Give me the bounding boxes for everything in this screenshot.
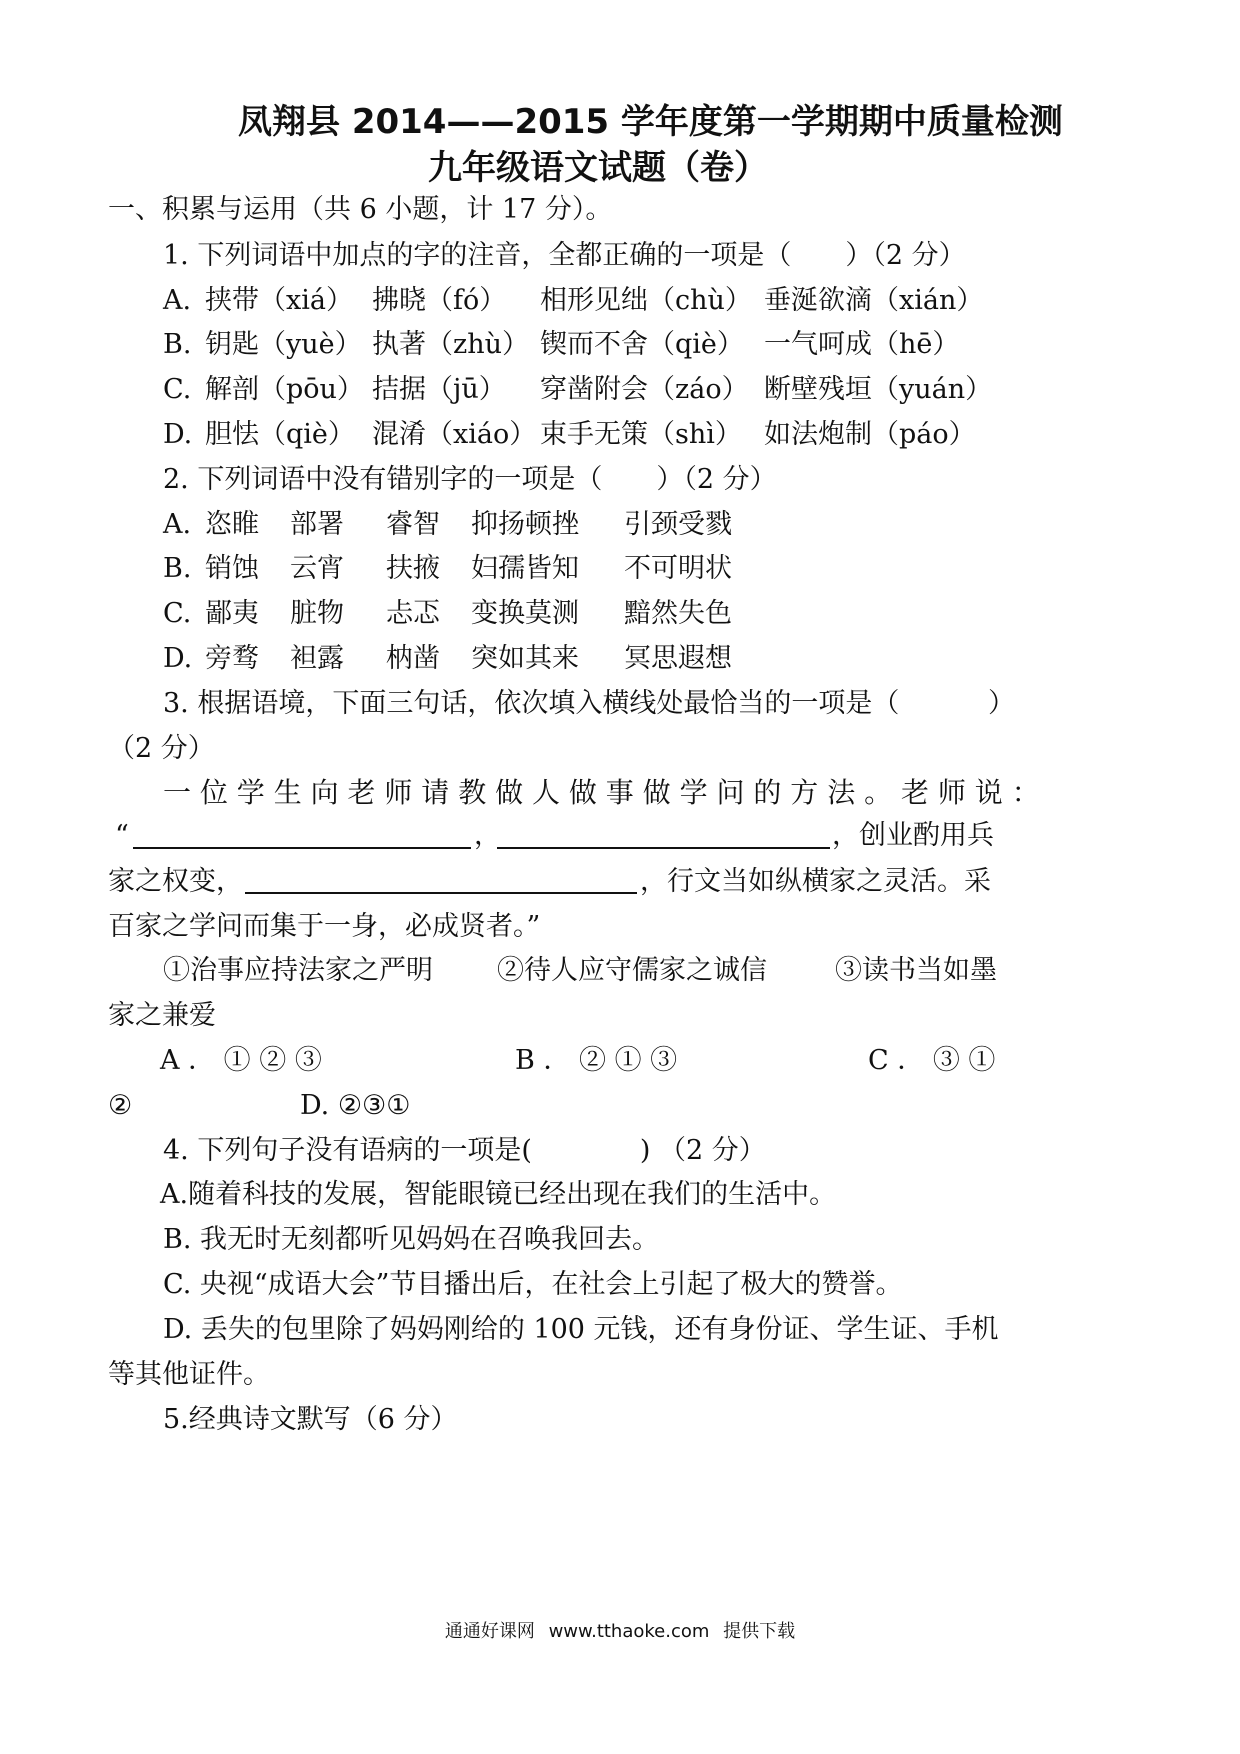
q2-option-word: 不可明状 (624, 553, 732, 584)
section-heading: 一、积累与运用（共 6 小题，计 17 分）。 (108, 194, 613, 225)
q2-option-d-label: D. (163, 643, 193, 674)
q2-option-word: 销蚀 (205, 553, 259, 584)
q3-item: ①治事应持法家之严明 (163, 955, 433, 986)
q2-option-word: 恣睢 (205, 509, 259, 540)
q3-fill-blank-2[interactable] (497, 847, 830, 849)
q1-stem: 1. 下列词语中加点的字的注音，全都正确的一项是（ ）（2 分） (163, 240, 966, 271)
q1-option-word: 穿凿附会（záo） (540, 374, 749, 405)
q3-after-blank-3: ，行文当如纵横家之灵活。采 (640, 866, 991, 897)
q3-after-blank-2: ，创业酌用兵 (832, 820, 994, 851)
q1-option-a-label: A. (163, 285, 192, 316)
q2-option-word: 忐忑 (386, 598, 440, 629)
q2-option-word: 黯然失色 (624, 598, 732, 629)
q2-option-word: 变换莫测 (471, 598, 579, 629)
q1-option-word: 拮据（jū） (372, 374, 506, 405)
q3-item: ③读书当如墨 (835, 955, 997, 986)
q1-option-word: 拂晓（fó） (372, 285, 507, 316)
q4-option-d-cont: 等其他证件。 (108, 1359, 270, 1390)
q4-stem: 4. 下列句子没有语病的一项是( ) （2 分） (163, 1135, 766, 1166)
q3-choice-c: C ． ③ ① (868, 1045, 996, 1076)
q2-option-word: 旁骛 (205, 643, 259, 674)
q3-quote-open: “ (115, 820, 129, 851)
q1-option-word: 挟带（xiá） (205, 285, 353, 316)
footer-note: 提供下载 (723, 1621, 796, 1642)
q2-option-word: 抑扬顿挫 (471, 509, 579, 540)
q1-option-c-label: C. (163, 374, 192, 405)
q1-option-word: 垂涎欲滴（xián） (764, 285, 984, 316)
q2-option-word: 袒露 (290, 643, 344, 674)
q2-option-word: 云宵 (290, 553, 344, 584)
q1-option-word: 执著（zhù） (372, 329, 530, 360)
q3-passage-line4: 百家之学问而集于一身，必成贤者。” (108, 911, 541, 942)
exam-title-line1: 凤翔县 2014——2015 学年度第一学期期中质量检测 (238, 102, 1063, 142)
q3-item: ②待人应守儒家之诚信 (497, 955, 767, 986)
q5-stem: 5.经典诗文默写（6 分） (163, 1404, 458, 1435)
q2-option-word: 部署 (290, 509, 344, 540)
q3-choice-c-cont: ② (108, 1090, 133, 1121)
q3-fill-blank-1[interactable] (133, 847, 471, 849)
q2-option-word: 鄙夷 (205, 598, 259, 629)
q1-option-word: 束手无策（shì） (540, 419, 742, 450)
q1-option-word: 钥匙（yuè） (205, 329, 362, 360)
q2-option-b-label: B. (163, 553, 192, 584)
q3-choice-a: A ． ① ② ③ (160, 1045, 322, 1076)
q2-option-word: 枘凿 (386, 643, 440, 674)
q1-option-word: 一气呵成（hē） (764, 329, 960, 360)
q1-option-word: 如法炮制（páo） (764, 419, 976, 450)
q4-option-b: B. 我无时无刻都听见妈妈在召唤我回去。 (163, 1224, 660, 1255)
q2-option-word: 冥思遐想 (624, 643, 732, 674)
q1-option-b-label: B. (163, 329, 192, 360)
q4-option-c: C. 央视“成语大会”节目播出后，在社会上引起了极大的赞誉。 (163, 1269, 903, 1300)
q4-option-a: A.随着科技的发展，智能眼镜已经出现在我们的生活中。 (160, 1179, 837, 1210)
q1-option-word: 锲而不舍（qiè） (540, 329, 744, 360)
q2-option-word: 睿智 (386, 509, 440, 540)
q3-items-cont: 家之兼爱 (108, 1000, 216, 1031)
q1-option-word: 解剖（pōu） (205, 374, 364, 405)
q1-option-d-label: D. (163, 419, 193, 450)
q2-option-word: 引颈受戮 (624, 509, 732, 540)
q2-option-c-label: C. (163, 598, 192, 629)
q3-comma: ， (474, 820, 501, 851)
q3-choice-b: B ． ② ① ③ (515, 1045, 678, 1076)
q2-option-word: 脏物 (290, 598, 344, 629)
q1-option-word: 相形见绌（chù） (540, 285, 752, 316)
q2-option-a-label: A. (163, 509, 192, 540)
q3-stem-close: ） (988, 688, 1015, 719)
q3-stem-score: （2 分） (108, 733, 215, 764)
q4-option-d: D. 丢失的包里除了妈妈刚给的 100 元钱，还有身份证、学生证、手机 (163, 1314, 999, 1345)
footer-url[interactable]: www.tthaoke.com (548, 1621, 710, 1642)
q3-line3-start: 家之权变， (108, 866, 243, 897)
q3-choice-d: D. ②③① (300, 1090, 411, 1121)
q2-option-word: 妇孺皆知 (471, 553, 579, 584)
q2-option-word: 扶掖 (386, 553, 440, 584)
exam-title-line2: 九年级语文试题（卷） (428, 148, 768, 188)
footer-site: 通通好课网 (444, 1621, 535, 1642)
footer (0, 1620, 1240, 1644)
q3-stem: 3. 根据语境，下面三句话，依次填入横线处最恰当的一项是（ (163, 688, 900, 719)
q1-option-word: 混淆（xiáo） (372, 419, 537, 450)
q2-option-word: 突如其来 (471, 643, 579, 674)
q3-fill-blank-3[interactable] (245, 892, 637, 894)
q3-passage-line1: 一 位 学 生 向 老 师 请 教 做 人 做 事 做 学 问 的 方 法 。 老 师 说 ： (163, 776, 1040, 809)
q2-stem: 2. 下列词语中没有错别字的一项是（ ）（2 分） (163, 464, 777, 495)
q1-option-word: 断壁残垣（yuán） (764, 374, 993, 405)
q1-option-word: 胆怯（qiè） (205, 419, 355, 450)
